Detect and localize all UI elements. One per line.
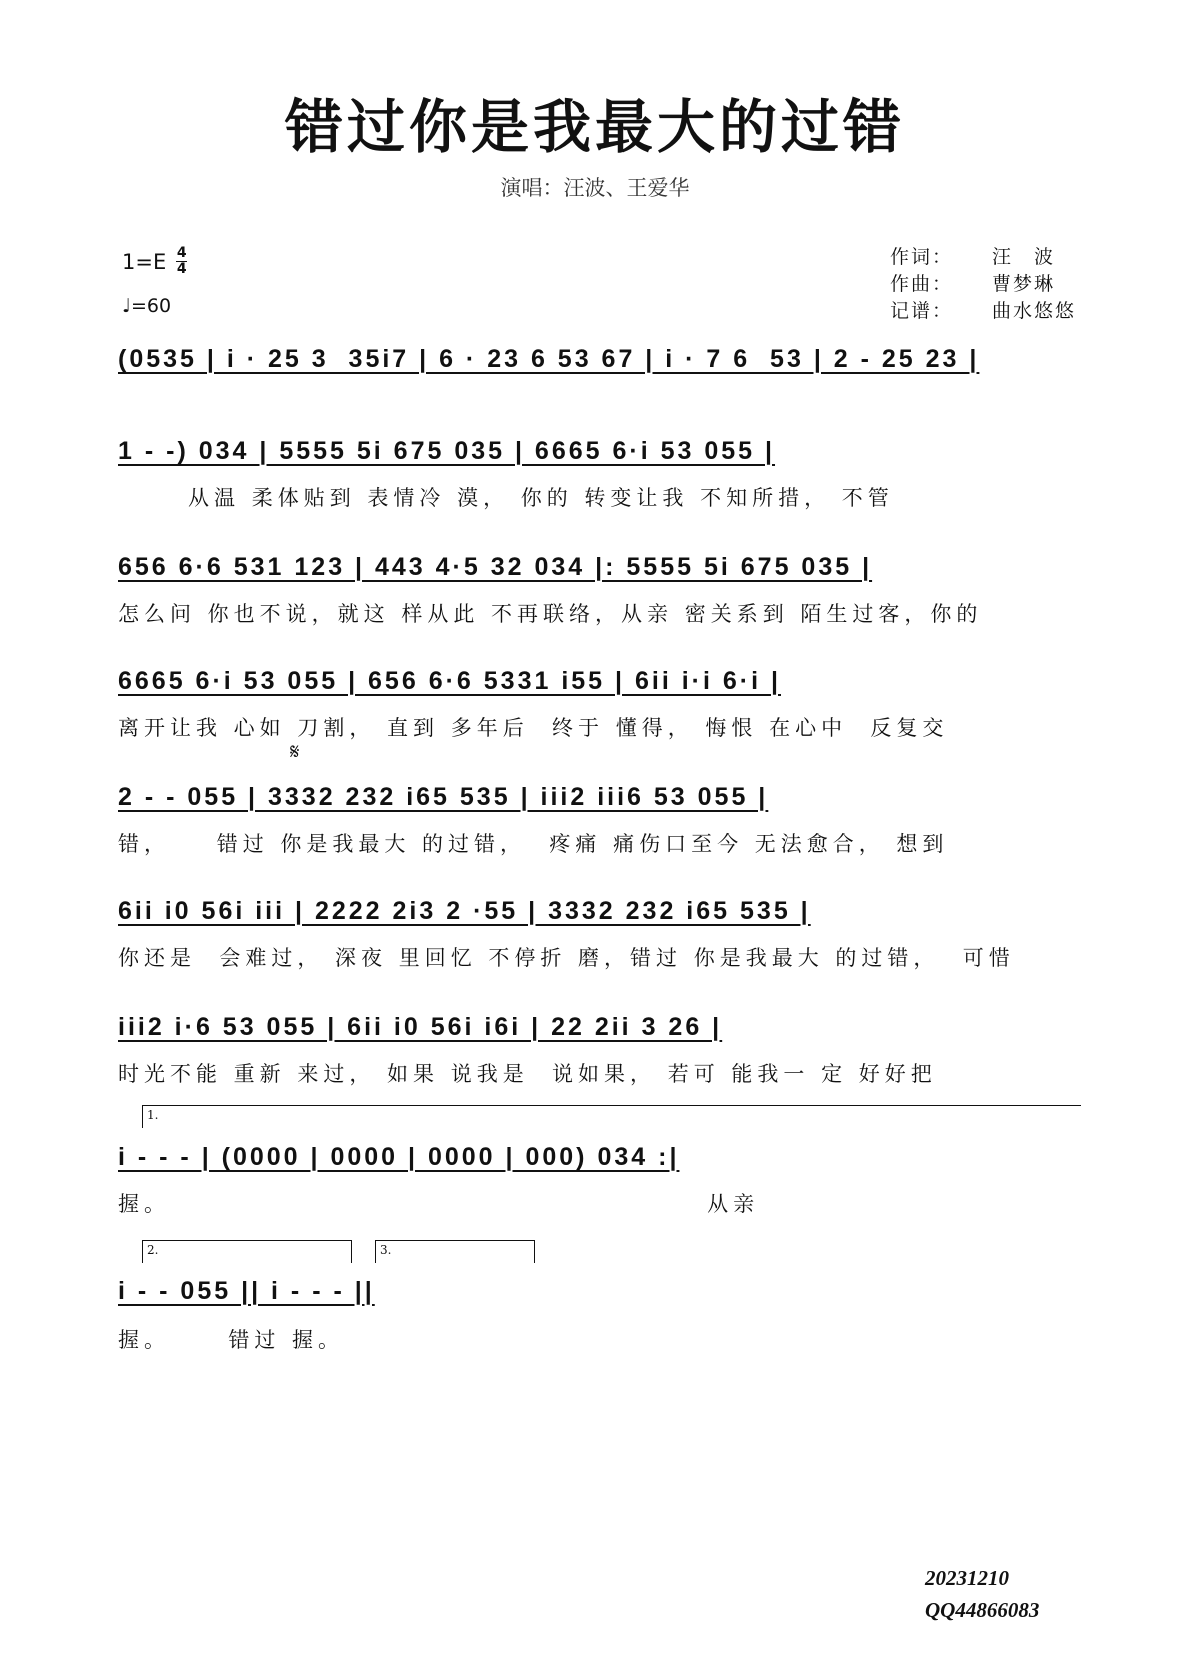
tempo-mark: ♩=60 xyxy=(122,295,172,317)
lyrics-line-2: 从温 柔体贴到 表情冷 漠， 你的 转变让我 不知所措， 不管 xyxy=(118,486,894,510)
lyrics-line-9: 握。 错过 握。 xyxy=(118,1328,345,1352)
footer-stamp xyxy=(925,1562,1039,1626)
volta-bracket-2: 2. xyxy=(142,1240,352,1263)
volta-bracket-1: 1. xyxy=(142,1105,1081,1128)
credit-label: 作曲： xyxy=(890,273,954,295)
footer-date: 20231210 xyxy=(925,1566,1009,1590)
lyrics-line-4: 离开让我 心如 刀割， 直到 多年后 终于 懂得， 悔恨 在心中 反复交 xyxy=(118,716,949,740)
credit-value: 曹梦琳 xyxy=(992,273,1056,295)
credit-lyricist xyxy=(890,244,1076,271)
time-signature xyxy=(176,246,187,277)
volta-bracket-3: 3. xyxy=(375,1240,535,1263)
segno-sign: 𝄋 xyxy=(290,740,300,765)
lyrics-line-8: 握。 从亲 xyxy=(118,1192,760,1216)
lyrics-line-7: 时光不能 重新 来过， 如果 说我是 说如果， 若可 能我一 定 好好把 xyxy=(118,1062,937,1086)
notation-line-7: iii2 i·6 53 055 | 6ii i0 56i i6i | 22 2ii 3 26 | xyxy=(118,1013,723,1041)
footer-qq: QQ44866083 xyxy=(925,1598,1040,1622)
time-sig-bottom: 4 xyxy=(176,261,187,277)
credit-value: 曲水悠悠 xyxy=(992,300,1077,322)
time-sig-top: 4 xyxy=(176,245,187,261)
notation-line-3: 656 6·6 531 123 | 443 4·5 32 034 |: 5555 5i 675 035 | xyxy=(118,553,873,581)
credit-label: 作词： xyxy=(890,246,954,268)
lyrics-line-6: 你还是 会难过， 深夜 里回忆 不停折 磨，错过 你是我最大 的过错， 可惜 xyxy=(118,946,1015,970)
song-title: 错过你是我最大的过错 xyxy=(284,93,905,161)
notation-line-1: (0535 | i · 25 3 35i7 | 6 · 23 6 53 67 | i · 7 6 53 | 2 - 25 23 | xyxy=(118,345,980,373)
credits-block xyxy=(890,244,1076,325)
credit-value: 汪 波 xyxy=(992,246,1056,268)
key-signature xyxy=(122,246,187,277)
credit-label: 记谱： xyxy=(890,300,954,322)
notation-line-6: 6ii i0 56i iii | 2222 2i3 2 ·55 | 3332 232 i65 535 | xyxy=(118,897,811,925)
notation-line-8: i - - - | (0000 | 0000 | 0000 | 000) 034 :| xyxy=(118,1143,680,1171)
credit-composer xyxy=(890,271,1076,298)
key-label: 1=E xyxy=(122,249,167,274)
credit-transcriber xyxy=(890,298,1076,325)
key-tempo-block xyxy=(122,246,187,317)
lyrics-line-5: 错， 错过 你是我最大 的过错， 疼痛 痛伤口至今 无法愈合， 想到 xyxy=(118,832,949,856)
notation-line-9: i - - 055 || i - - - || xyxy=(118,1277,375,1305)
notation-line-5: 2 - - 055 | 3332 232 i65 535 | iii2 iii6 53 055 | xyxy=(118,783,769,811)
singer-credit: 演唱：汪波、王爱华 xyxy=(500,176,690,200)
lyrics-line-3: 怎么问 你也不说，就这 样从此 不再联络，从亲 密关系到 陌生过客，你的 xyxy=(118,602,983,626)
notation-line-2: 1 - -) 034 | 5555 5i 675 035 | 6665 6·i 53 055 | xyxy=(118,437,776,465)
notation-line-4: 6665 6·i 53 055 | 656 6·6 5331 i55 | 6ii i·i 6·i | xyxy=(118,667,781,695)
